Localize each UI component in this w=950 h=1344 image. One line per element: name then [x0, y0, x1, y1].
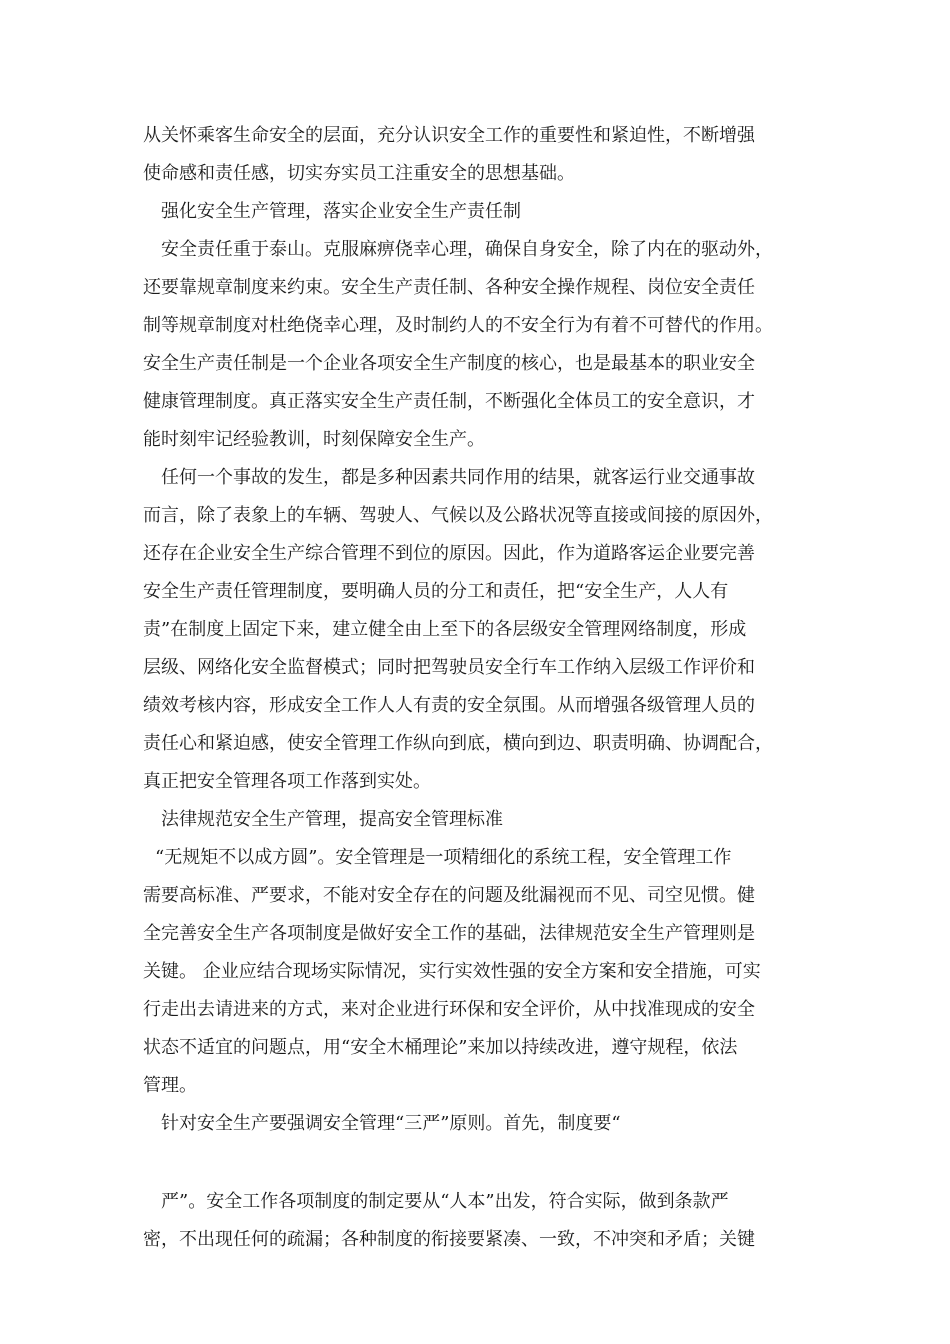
text-line: 能时刻牢记经验教训，时刻保障安全生产。 — [143, 429, 485, 450]
text-line: 层级、网络化安全监督模式；同时把驾驶员安全行车工作纳入层级工作评价和 — [143, 657, 755, 678]
section-heading: 法律规范安全生产管理，提高安全管理标准 — [161, 809, 503, 830]
text-line: 责任心和紧迫感，使安全管理工作纵向到底，横向到边、职责明确、协调配合， — [143, 733, 773, 754]
text-line: 制等规章制度对杜绝侥幸心理，及时制约人的不安全行为有着不可替代的作用。 — [143, 315, 773, 336]
text-line: 安全生产责任制是一个企业各项安全生产制度的核心，也是最基本的职业安全 — [143, 353, 755, 374]
text-line: 安全生产责任管理制度，要明确人员的分工和责任，把“安全生产，人人有 — [143, 581, 729, 602]
section-heading: 强化安全生产管理，落实企业安全生产责任制 — [161, 201, 521, 222]
text-line: 绩效考核内容，形成安全工作人人有责的安全氛围。从而增强各级管理人员的 — [143, 695, 755, 716]
text-line: 健康管理制度。真正落实安全生产责任制，不断强化全体员工的安全意识，才 — [143, 391, 755, 412]
text-line: 密，不出现任何的疏漏；各种制度的衔接要紧凑、一致，不冲突和矛盾；关键 — [143, 1229, 755, 1250]
text-line: 还存在企业安全生产综合管理不到位的原因。因此，作为道路客运企业要完善 — [143, 543, 755, 564]
text-line: “无规矩不以成方圆”。安全管理是一项精细化的系统工程，安全管理工作 — [155, 847, 732, 868]
text-line: 全完善安全生产各项制度是做好安全工作的基础，法律规范安全生产管理则是 — [143, 923, 755, 944]
text-line: 需要高标准、严要求，不能对安全存在的问题及纰漏视而不见、司空见惯。健 — [143, 885, 755, 906]
text-line: 而言，除了表象上的车辆、驾驶人、气候以及公路状况等直接或间接的原因外， — [143, 505, 773, 526]
text-line: 从关怀乘客生命安全的层面，充分认识安全工作的重要性和紧迫性，不断增强 — [143, 125, 755, 146]
text-line: 使命感和责任感，切实夯实员工注重安全的思想基础。 — [143, 163, 575, 184]
text-line: 任何一个事故的发生，都是多种因素共同作用的结果，就客运行业交通事故 — [161, 467, 755, 488]
text-line: 责”在制度上固定下来，建立健全由上至下的各层级安全管理网络制度，形成 — [143, 619, 747, 640]
text-line: 真正把安全管理各项工作落到实处。 — [143, 771, 431, 792]
text-line: 行走出去请进来的方式，来对企业进行环保和安全评价，从中找准现成的安全 — [143, 999, 755, 1020]
text-line: 针对安全生产要强调安全管理“三严”原则。首先，制度要“ — [161, 1113, 621, 1134]
text-line: 严”。安全工作各项制度的制定要从“人本”出发，符合实际，做到条款严 — [161, 1191, 729, 1212]
text-line: 还要靠规章制度来约束。安全生产责任制、各种安全操作规程、岗位安全责任 — [143, 277, 755, 298]
text-line: 关键。 企业应结合现场实际情况，实行实效性强的安全方案和安全措施，可实 — [143, 961, 761, 982]
text-line: 状态不适宜的问题点，用“安全木桶理论”来加以持续改进，遵守规程，依法 — [143, 1037, 738, 1058]
text-line: 安全责任重于泰山。克服麻痹侥幸心理，确保自身安全，除了内在的驱动外， — [161, 239, 773, 260]
text-line: 管理。 — [143, 1075, 197, 1096]
